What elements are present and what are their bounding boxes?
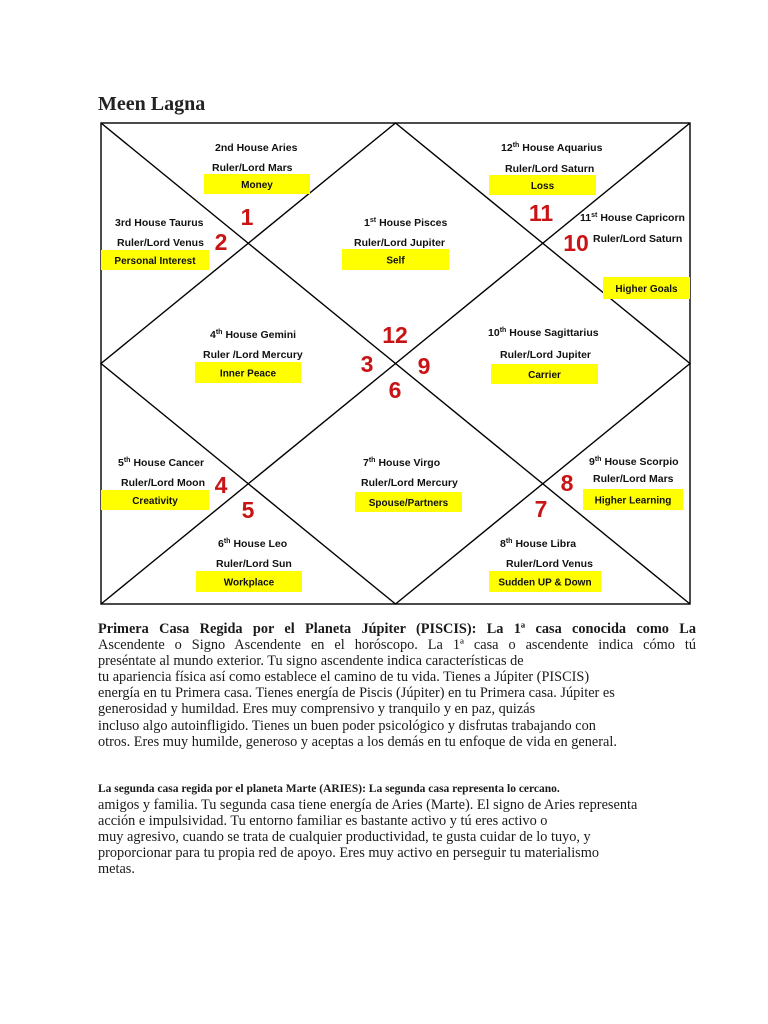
house-block-2 — [204, 142, 310, 194]
para2-line-1: acción e impulsividad. Tu entorno familiar es bastante activo y tú eres activo o — [98, 813, 548, 830]
house-title — [500, 538, 576, 550]
house-sign: House Scorpio — [604, 456, 679, 468]
house-sign: House Sagittarius — [509, 327, 599, 339]
house-ruler: Ruler/Lord Saturn — [593, 233, 683, 245]
house-ruler: Ruler/Lord Jupiter — [500, 349, 592, 361]
house-title — [580, 212, 685, 224]
house-ordinal: 4 — [210, 329, 216, 341]
house-block-9 — [583, 456, 683, 510]
house-ordinal-suffix: th — [512, 142, 520, 149]
house-ordinal: 2nd House Aries — [215, 142, 298, 154]
para2-line-0: amigos y familia. Tu segunda casa tiene energía de Aries (Marte). El signo de Aries representa — [98, 797, 638, 813]
sign-number-3: 3 — [360, 351, 374, 377]
house-ordinal-suffix: th — [368, 457, 376, 464]
house-ruler: Ruler/Lord Mercury — [361, 477, 458, 489]
house-ordinal-suffix: st — [369, 217, 377, 224]
house-tag-label: Creativity — [132, 496, 178, 507]
house-ruler: Ruler/Lord Saturn — [505, 163, 595, 175]
house-ordinal: 6 — [218, 538, 224, 550]
house-tag-label: Inner Peace — [219, 368, 277, 380]
house-ruler: Ruler/Lord Venus — [506, 558, 593, 570]
house-ordinal-suffix: th — [223, 538, 231, 545]
house-block-12 — [489, 142, 603, 195]
house-sign: House Gemini — [225, 329, 297, 341]
para1-line-6: incluso algo autoinfligido. Tienes un buen poder psicológico y disfrutas trabajando con — [98, 717, 596, 734]
house-block-4 — [195, 329, 303, 383]
sign-number-4: 4 — [214, 472, 228, 498]
sign-number-9: 9 — [417, 353, 431, 379]
sign-number-5: 5 — [241, 497, 255, 523]
house-ruler: Ruler/Lord Moon — [121, 477, 205, 489]
para2-line-3: proporcionar para tu propia red de apoyo. Eres muy activo en perseguir tu materialismo — [98, 845, 600, 862]
house-block-5 — [101, 457, 209, 510]
house-block-8 — [489, 538, 601, 592]
sign-number-1: 1 — [240, 204, 254, 230]
para2-line-2: muy agresivo, cuando se trata de cualquier productividad, te gusta cuidar de lo tuyo, y — [98, 829, 591, 846]
house-title — [363, 457, 440, 469]
house-tag-label: Money — [241, 180, 273, 191]
sign-number-2: 2 — [214, 229, 228, 255]
house-sign: House Pisces — [379, 217, 448, 229]
house-title — [218, 538, 287, 550]
house-title — [589, 456, 679, 468]
house-ordinal: 11 — [580, 212, 592, 224]
house-ruler: Ruler/Lord Sun — [216, 558, 292, 570]
house-title — [115, 217, 204, 229]
house-block-10 — [488, 327, 599, 384]
house-sign: House Leo — [233, 538, 288, 550]
house-ordinal: 8 — [500, 538, 506, 550]
house-ordinal: 10 — [488, 327, 500, 339]
house-title — [501, 142, 603, 154]
sign-number-11: 11 — [528, 200, 554, 226]
house-block-3 — [101, 217, 209, 270]
house-ordinal-suffix: st — [591, 212, 598, 219]
house-ordinal-suffix: th — [594, 456, 602, 463]
house-sign: House Virgo — [378, 457, 441, 469]
para1-line-0 — [98, 621, 696, 637]
house-ruler: Ruler/Lord Mars — [593, 473, 674, 485]
house-ordinal: 12 — [501, 142, 513, 154]
para1-line-1: Ascendente o Signo Ascendente en el horóscopo. La 1ª casa o ascendente indica cómo tú — [98, 637, 696, 654]
house-ruler: Ruler/Lord Venus — [117, 237, 204, 249]
house-sign: House Capricorn — [600, 212, 685, 224]
para1-line-5: generosidad y humildad. Eres muy comprensivo y tranquilo y en paz, quizás — [98, 701, 536, 718]
house-sign: House Aquarius — [522, 142, 603, 154]
house-ordinal-suffix: th — [505, 538, 513, 545]
house-sign: House Libra — [515, 538, 577, 550]
house-ordinal-suffix: th — [215, 329, 223, 336]
house-title — [488, 327, 599, 339]
para2-line-4: metas. — [98, 861, 135, 878]
house-tag-label: Workplace — [223, 577, 275, 589]
house-ordinal-suffix: th — [499, 327, 507, 334]
house-ordinal: 5 — [118, 457, 124, 469]
sign-number-8: 8 — [560, 470, 574, 496]
house-ordinal: 3rd House Taurus — [115, 217, 204, 229]
house-tag-label: Higher Goals — [615, 284, 678, 295]
house-block-11 — [580, 212, 690, 299]
house-block-1 — [342, 217, 449, 270]
sign-number-10: 10 — [563, 230, 589, 256]
house-ordinal: 7 — [363, 457, 369, 469]
para1-line-2: preséntate al mundo exterior. Tu signo ascendente indica características de — [98, 653, 524, 670]
house-title — [215, 142, 298, 154]
house-ordinal: 1 — [364, 217, 370, 229]
house-sign: House Cancer — [133, 457, 205, 469]
house-title — [118, 457, 204, 469]
house-tag-label: Loss — [530, 181, 555, 192]
second-house-paragraph — [98, 781, 696, 877]
house-ruler: Ruler/Lord Jupiter — [354, 237, 446, 249]
house-tag-label: Carrier — [528, 370, 561, 381]
first-house-paragraph — [98, 621, 696, 750]
chart-lines — [101, 123, 690, 604]
house-tag-label: Self — [386, 255, 405, 267]
house-tag-label: Higher Learning — [594, 495, 672, 507]
para2-heading: La segunda casa regida por el planeta Marte (ARIES): La segunda casa representa lo cercano. — [98, 783, 560, 795]
house-ordinal: 9 — [589, 456, 595, 468]
para1-heading: Primera Casa Regida por el Planeta Júpiter (PISCIS): — [98, 621, 477, 637]
para1-line-3: tu apariencia física así como establece el camino de tu vida. Tienes a Júpiter (PISCIS) — [98, 669, 590, 686]
house-title — [210, 329, 296, 341]
para1-line-7: otros. Eres muy humilde, generoso y aceptas a los demás en tu enfoque de vida en general. — [98, 733, 617, 750]
house-tag-label: Spouse/Partners — [368, 498, 449, 509]
house-ruler: Ruler /Lord Mercury — [203, 349, 303, 361]
house-tag-label: Personal Interest — [114, 256, 196, 267]
page-title: Meen Lagna — [98, 93, 206, 115]
house-tag-label: Sudden UP & Down — [498, 577, 592, 589]
house-title — [364, 217, 448, 229]
para1-heading-tail: La 1ª casa conocida como La — [476, 621, 696, 637]
house-block-7 — [355, 457, 462, 512]
house-ordinal-suffix: th — [123, 457, 131, 464]
house-ruler: Ruler/Lord Mars — [212, 162, 293, 174]
sign-number-12: 12 — [382, 322, 408, 348]
sign-number-6: 6 — [388, 377, 402, 403]
sign-number-7: 7 — [534, 496, 548, 522]
house-block-6 — [196, 538, 302, 592]
para1-line-4: energía en tu Primera casa. Tienes energía de Piscis (Júpiter) en tu Primera casa. Júpiter es — [98, 685, 615, 702]
